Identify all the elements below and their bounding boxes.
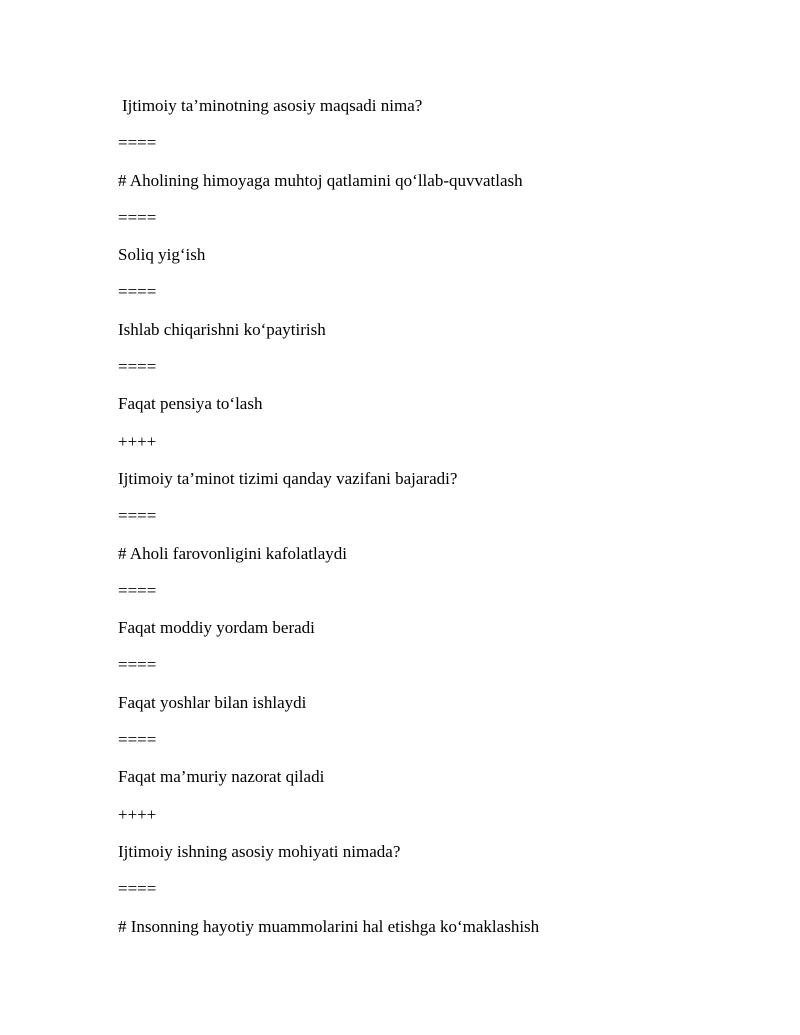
answer-option: Ishlab chiqarishni ko‘paytirish: [118, 319, 326, 339]
separator: ====: [118, 655, 157, 675]
answer-option: Faqat yoshlar bilan ishlaydi: [118, 692, 307, 712]
separator: ====: [118, 207, 157, 227]
separator: ====: [118, 580, 157, 600]
answer-option: Faqat ma’muriy nazorat qiladi: [118, 767, 325, 787]
separator: ====: [118, 506, 157, 526]
answer-option: Faqat pensiya to‘lash: [118, 394, 263, 414]
separator: ====: [118, 282, 157, 302]
question-divider: ++++: [118, 431, 157, 451]
answer-option: Soliq yig‘ish: [118, 245, 206, 265]
correct-answer: # Insonning hayotiy muammolarini hal etishga ko‘maklashish: [118, 916, 540, 936]
answer-option: Faqat moddiy yordam beradi: [118, 618, 315, 638]
separator: ====: [118, 730, 157, 750]
question-3: Ijtimoiy ishning asosiy mohiyati nimada?: [118, 841, 401, 861]
question-divider: ++++: [118, 804, 157, 824]
correct-answer: # Aholining himoyaga muhtoj qatlamini qo‘llab-quvvatlash: [118, 170, 523, 190]
separator: ====: [118, 879, 157, 899]
separator: ====: [118, 357, 157, 377]
correct-answer: # Aholi farovonligini kafolatlaydi: [118, 543, 347, 563]
question-1: Ijtimoiy ta’minotning asosiy maqsadi nima?: [122, 96, 423, 115]
separator: ====: [118, 133, 157, 153]
question-2: Ijtimoiy ta’minot tizimi qanday vazifani bajaradi?: [118, 468, 458, 488]
document-body: [118, 93, 758, 951]
